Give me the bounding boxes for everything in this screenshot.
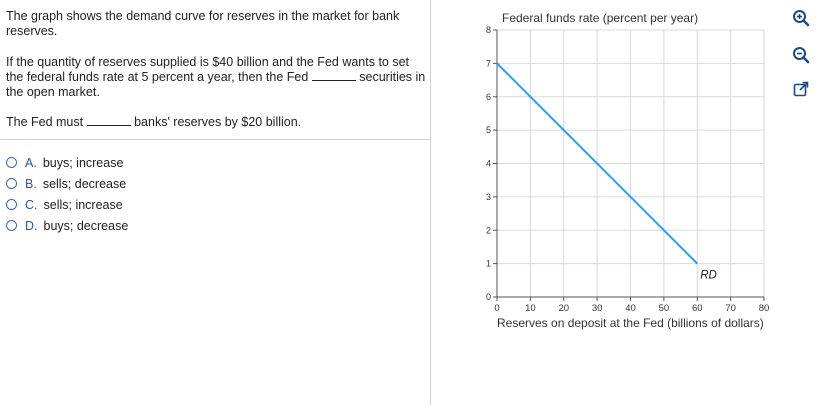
option-text: buys; increase	[42, 155, 124, 170]
option-letter: C.	[25, 197, 38, 212]
option-text: buys; decrease	[43, 218, 129, 233]
y-tick-label: 6	[485, 91, 491, 102]
option-text: sells; increase	[43, 197, 123, 212]
zoom-out-icon	[792, 46, 810, 64]
x-tick-label: 70	[725, 303, 736, 314]
x-tick-label: 0	[494, 303, 500, 314]
y-tick-label: 1	[485, 258, 491, 269]
option-letter: D.	[25, 218, 38, 233]
x-tick-label: 10	[525, 303, 536, 314]
x-tick-label: 20	[558, 303, 570, 314]
question-intro: The graph shows the demand curve for reserves in the market for bank reserves.	[6, 9, 400, 38]
prompt-text-2: banks' reserves by $20 billion.	[134, 115, 302, 129]
x-tick-label: 30	[591, 303, 603, 314]
scenario-text-2: securities in the open market.	[6, 70, 426, 99]
option-text: sells; decrease	[42, 176, 127, 191]
zoom-out-button[interactable]	[790, 44, 812, 66]
y-tick-label: 4	[485, 158, 491, 169]
y-tick-label: 0	[485, 292, 491, 302]
open-new-window-icon	[793, 81, 809, 97]
zoom-in-icon	[792, 9, 810, 27]
option-letter: B.	[25, 176, 37, 191]
open-new-window-button[interactable]	[790, 78, 812, 100]
y-tick-label: 2	[485, 225, 491, 236]
x-tick-label: 80	[758, 303, 770, 314]
scenario-text-1: If the quantity of reserves supplied is $40 billion and the Fed wants to set the federal funds rate at 5 percent a year, then the Fed	[6, 55, 410, 84]
zoom-in-button[interactable]	[790, 7, 812, 29]
x-axis-label: Reserves on deposit at the Fed (billions of dollars)	[497, 316, 764, 330]
series-label: RD	[700, 269, 717, 282]
y-tick-label: 8	[485, 25, 491, 35]
y-tick-label: 7	[485, 58, 491, 69]
chart-title: Federal funds rate (percent per year)	[502, 11, 699, 25]
x-tick-label: 50	[658, 303, 670, 314]
option-letter: A.	[25, 155, 37, 170]
x-tick-label: 40	[625, 303, 636, 314]
y-tick-label: 5	[485, 125, 491, 136]
prompt-text-1: The Fed must	[6, 115, 84, 129]
x-tick-label: 60	[691, 303, 703, 314]
y-tick-label: 3	[485, 191, 491, 202]
